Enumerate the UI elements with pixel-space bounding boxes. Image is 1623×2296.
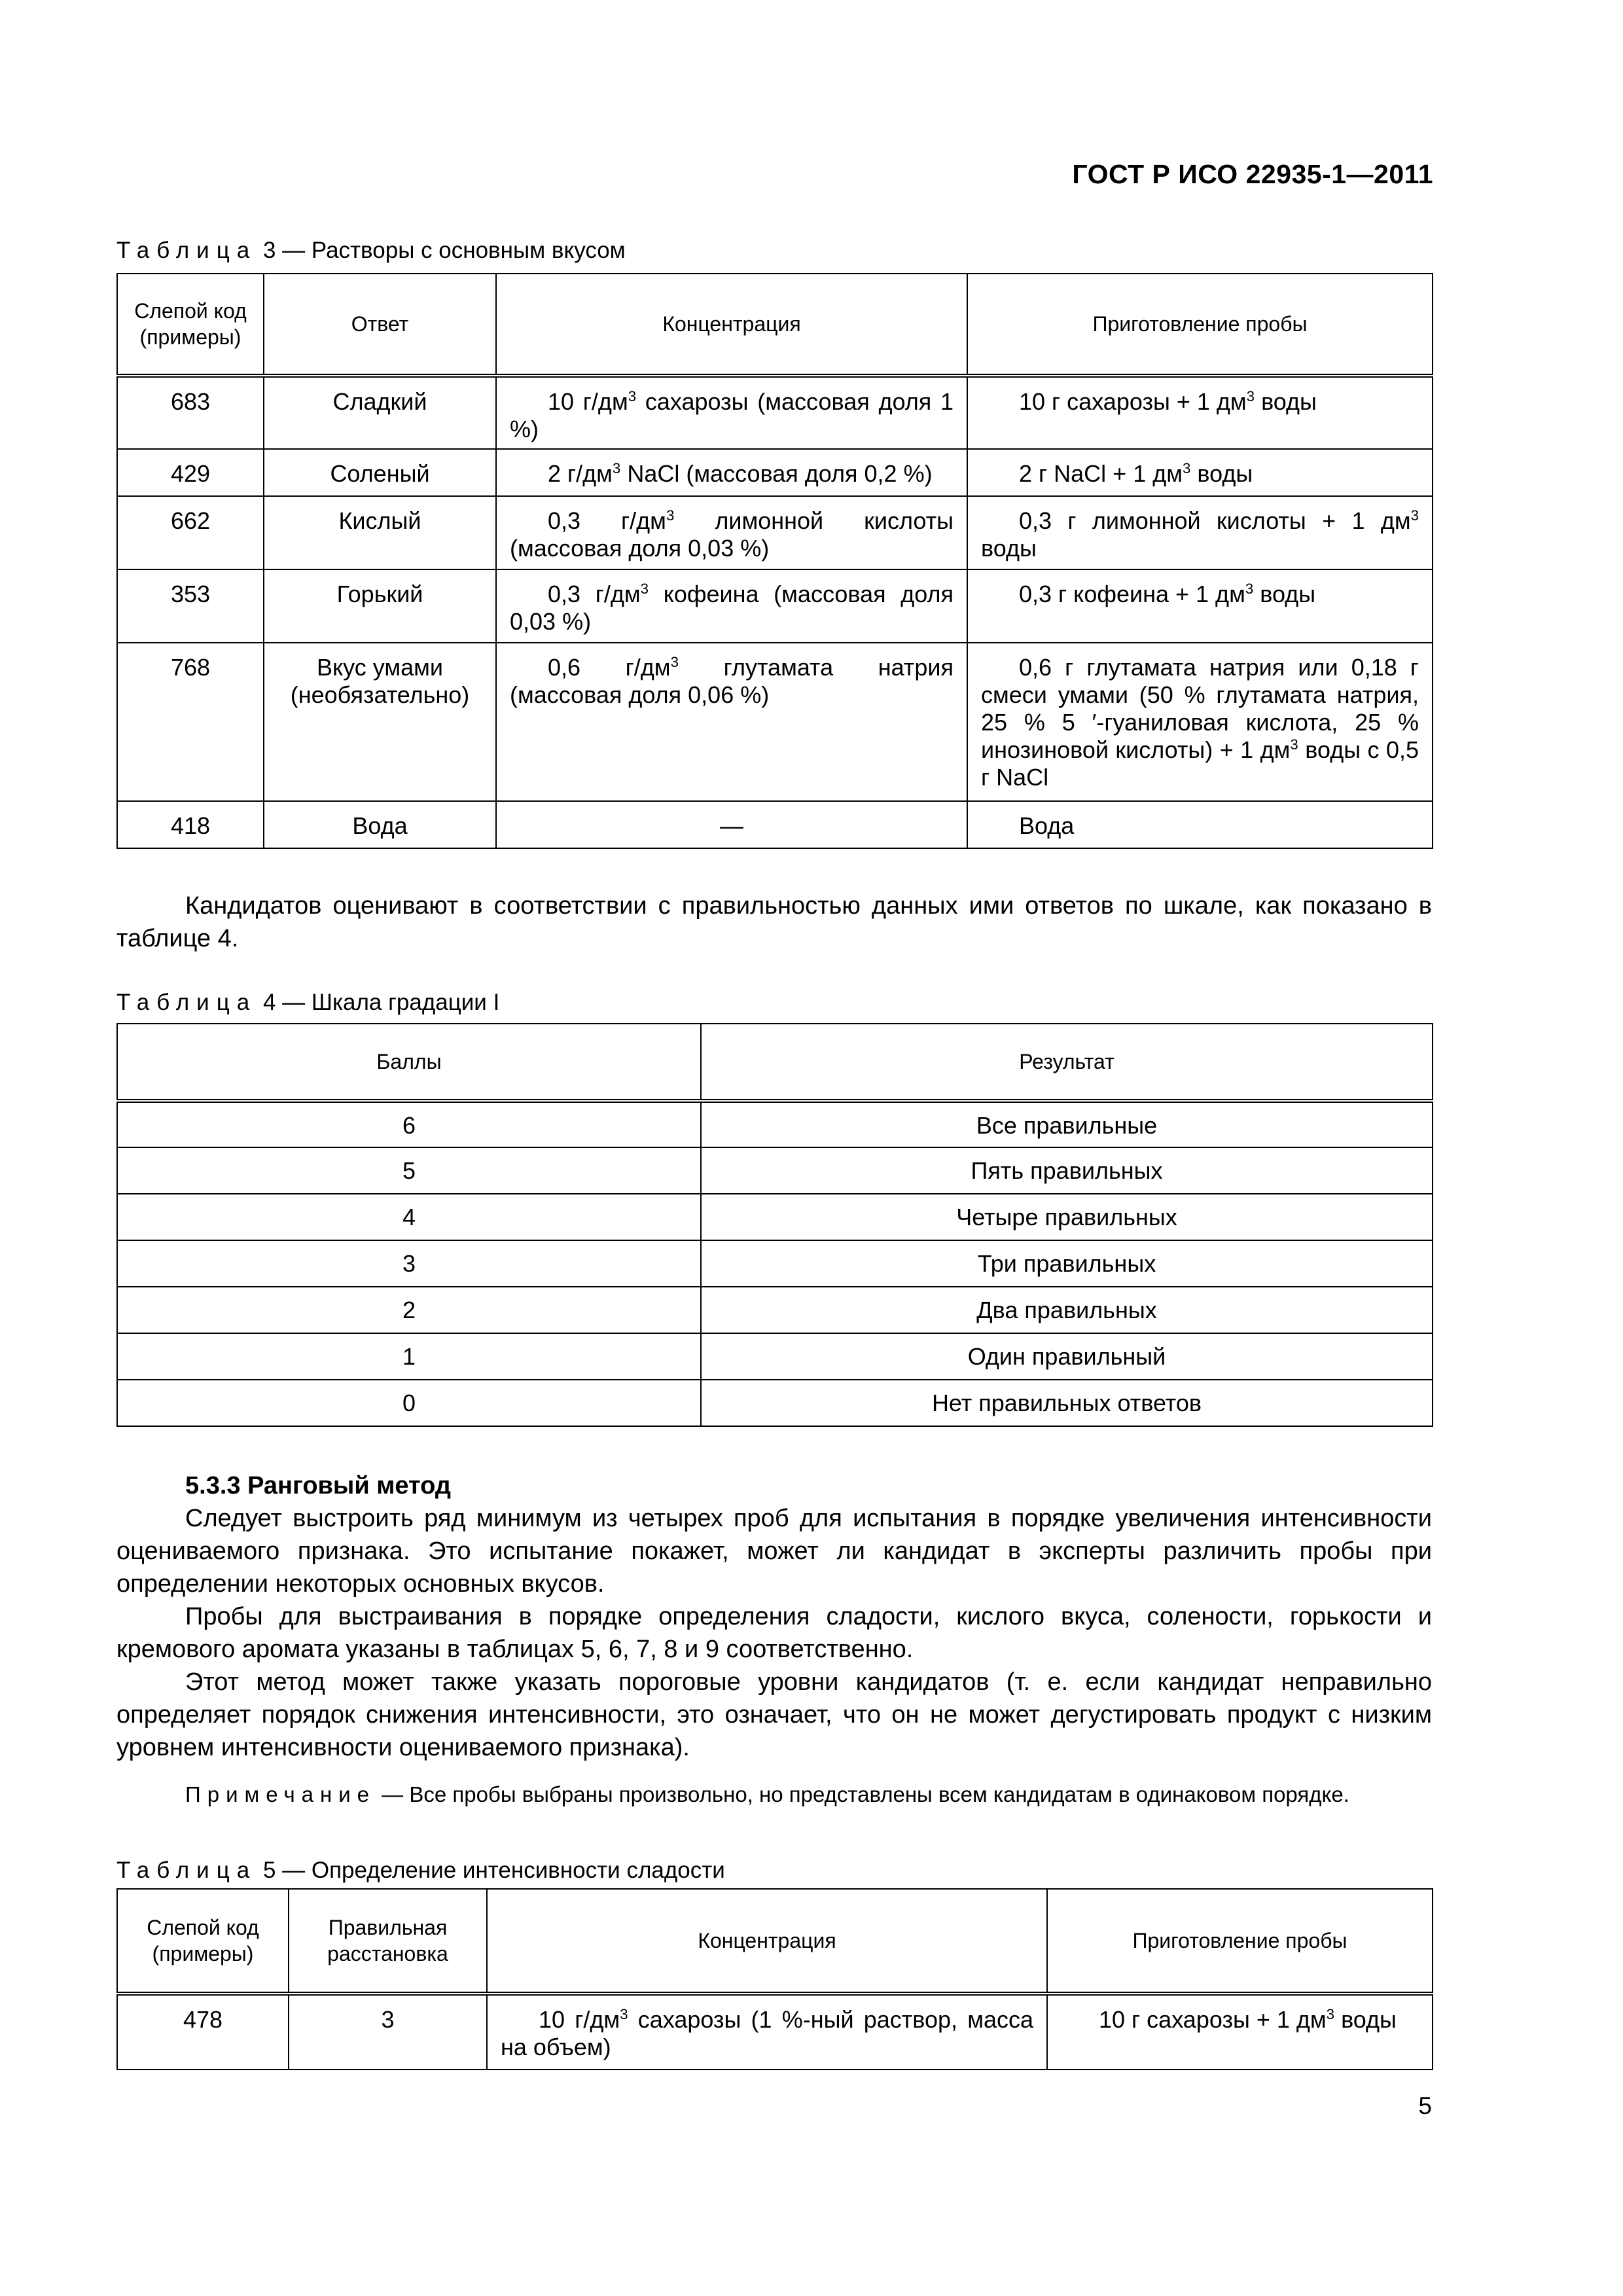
cell-concentration: 10 $г/дм^3$ сахарозы (массовая доля 1 %) [496,376,967,449]
table4-caption-title: 4 — Шкала градации I [262,990,500,1015]
table4-caption-word: Таблица [116,990,257,1015]
cell-code: 662 [117,496,264,569]
cell-order: 3 [289,1994,487,2070]
table5-caption-word: Таблица [116,1857,257,1883]
cell-preparation: 0,3 г кофеина + 1 $дм^3$ воды [967,569,1433,643]
cell-code: 683 [117,376,264,449]
section-5-3-3 [116,1469,1432,1764]
cell-score: 3 [117,1240,701,1287]
cell-concentration: 0,6 $г/дм^3$ глутамата натрия (массовая доля 0,06 %) [496,643,967,801]
cell-concentration: 0,3 $г/дм^3$ лимонной кислоты (массовая доля 0,03 %) [496,496,967,569]
table3-col-code: Слепой код (примеры) [117,274,264,376]
table5-caption [116,1857,725,1884]
section-paragraph-3: Этот метод может также указать пороговые уровни кандидатов (т. е. если кандидат неправильно определяет порядок снижения интенсивности, это означает, что он не может дегустировать продукт с низким уровнем интенсивности оцениваемого признака). [116,1668,1432,1761]
cell-result: Три правильных [701,1240,1433,1287]
cell-concentration-dash: — [496,801,967,848]
table-row [117,1333,1433,1380]
cell-concentration: 2 $г/дм^3$ NaCl (массовая доля 0,2 %) [496,449,967,496]
cell-answer: Сладкий [264,376,496,449]
cell-score: 6 [117,1101,701,1147]
cell-answer: Соленый [264,449,496,496]
table-row [117,1287,1433,1333]
cell-result: Четыре правильных [701,1194,1433,1240]
table-row [117,376,1433,449]
cell-code: 418 [117,801,264,848]
cell-preparation: 0,3 г лимонной кислоты + 1 $дм^3$ воды [967,496,1433,569]
cell-answer: Кислый [264,496,496,569]
table3-col-answer: Ответ [264,274,496,376]
cell-code: 353 [117,569,264,643]
section-heading: 5.3.3 Ранговый метод [185,1472,451,1499]
note-label: Примечание [185,1782,376,1806]
cell-answer: Горький [264,569,496,643]
table-row [117,1240,1433,1287]
note [116,1780,1432,1809]
cell-preparation: 10 г сахарозы + 1 $дм^3$ воды [1047,1994,1433,2070]
cell-result: Два правильных [701,1287,1433,1333]
table-row [117,1101,1433,1147]
table3-caption [116,238,626,264]
cell-score: 4 [117,1194,701,1240]
table3-col-concentration: Концентрация [496,274,967,376]
table3-header-row [117,274,1433,376]
table-row [117,1194,1433,1240]
cell-code: 768 [117,643,264,801]
paragraph-text: Кандидатов оценивают в соответствии с правильностью данных ими ответов по шкале, как показано в таблице 4. [116,892,1432,952]
cell-answer: Вкус умами (необязательно) [264,643,496,801]
note-text: — Все пробы выбраны произвольно, но представлены всем кандидатам в одинаковом порядке. [376,1782,1349,1806]
table5-header-row [117,1889,1433,1994]
document-number-header: ГОСТ Р ИСО 22935-1—2011 [1072,159,1433,189]
cell-result: Один правильный [701,1333,1433,1380]
table4-col-result: Результат [701,1024,1433,1101]
cell-preparation: 10 г сахарозы + 1 $дм^3$ воды [967,376,1433,449]
paragraph-grading [116,889,1432,955]
table-row [117,643,1433,801]
table5-col-order: Правильная расстановка [289,1889,487,1994]
table5-caption-title: 5 — Определение интенсивности сладости [262,1857,725,1883]
cell-result: Пять правильных [701,1147,1433,1194]
cell-code: 429 [117,449,264,496]
cell-score: 1 [117,1333,701,1380]
table4 [116,1023,1433,1427]
table-row [117,1994,1433,2070]
section-paragraph-1: Следует выстроить ряд минимум из четырех проб для испытания в порядке увеличения интенсивности оцениваемого признака. Это испытание покажет, может ли кандидат в эксперты различить пробы при определении некоторых основных вкусов. [116,1505,1432,1598]
table5-col-preparation: Приготовление пробы [1047,1889,1433,1994]
cell-score: 5 [117,1147,701,1194]
page-number: 5 [1418,2092,1432,2119]
cell-code: 478 [117,1994,289,2070]
cell-result: Нет правильных ответов [701,1380,1433,1426]
table4-col-score: Баллы [117,1024,701,1101]
cell-concentration: 0,3 $г/дм^3$ кофеина (массовая доля 0,03 %) [496,569,967,643]
cell-preparation: 2 г NaCl + 1 $дм^3$ воды [967,449,1433,496]
table-row [117,496,1433,569]
cell-preparation: 0,6 г глутамата натрия или 0,18 г смеси умами (50 % глутамата натрия, 25 % 5 ′-гуаниловая кислота, 25 % инозиновой кислоты) + 1 $дм^3$ воды с 0,5 г NaCl [967,643,1433,801]
cell-concentration: 10 $г/дм^3$ сахарозы (1 %-ный раствор, масса на объем) [487,1994,1047,2070]
table5 [116,1888,1433,2070]
table-row [117,449,1433,496]
table3-caption-word: Таблица [116,238,257,263]
cell-answer: Вода [264,801,496,848]
table-row [117,801,1433,848]
table-row [117,1380,1433,1426]
table5-col-code: Слепой код (примеры) [117,1889,289,1994]
table-row [117,569,1433,643]
cell-score: 2 [117,1287,701,1333]
table5-col-concentration: Концентрация [487,1889,1047,1994]
table-row [117,1147,1433,1194]
table3 [116,273,1433,849]
table3-caption-title: 3 — Растворы с основным вкусом [262,238,626,263]
cell-result: Все правильные [701,1101,1433,1147]
section-paragraph-2: Пробы для выстраивания в порядке определения сладости, кислого вкуса, солености, горькости и кремового аромата указаны в таблицах 5, 6, 7, 8 и 9 соответственно. [116,1603,1432,1663]
table4-header-row [117,1024,1433,1101]
cell-score: 0 [117,1380,701,1426]
table4-caption [116,990,499,1016]
cell-preparation: Вода [967,801,1433,848]
table3-col-preparation: Приготовление пробы [967,274,1433,376]
